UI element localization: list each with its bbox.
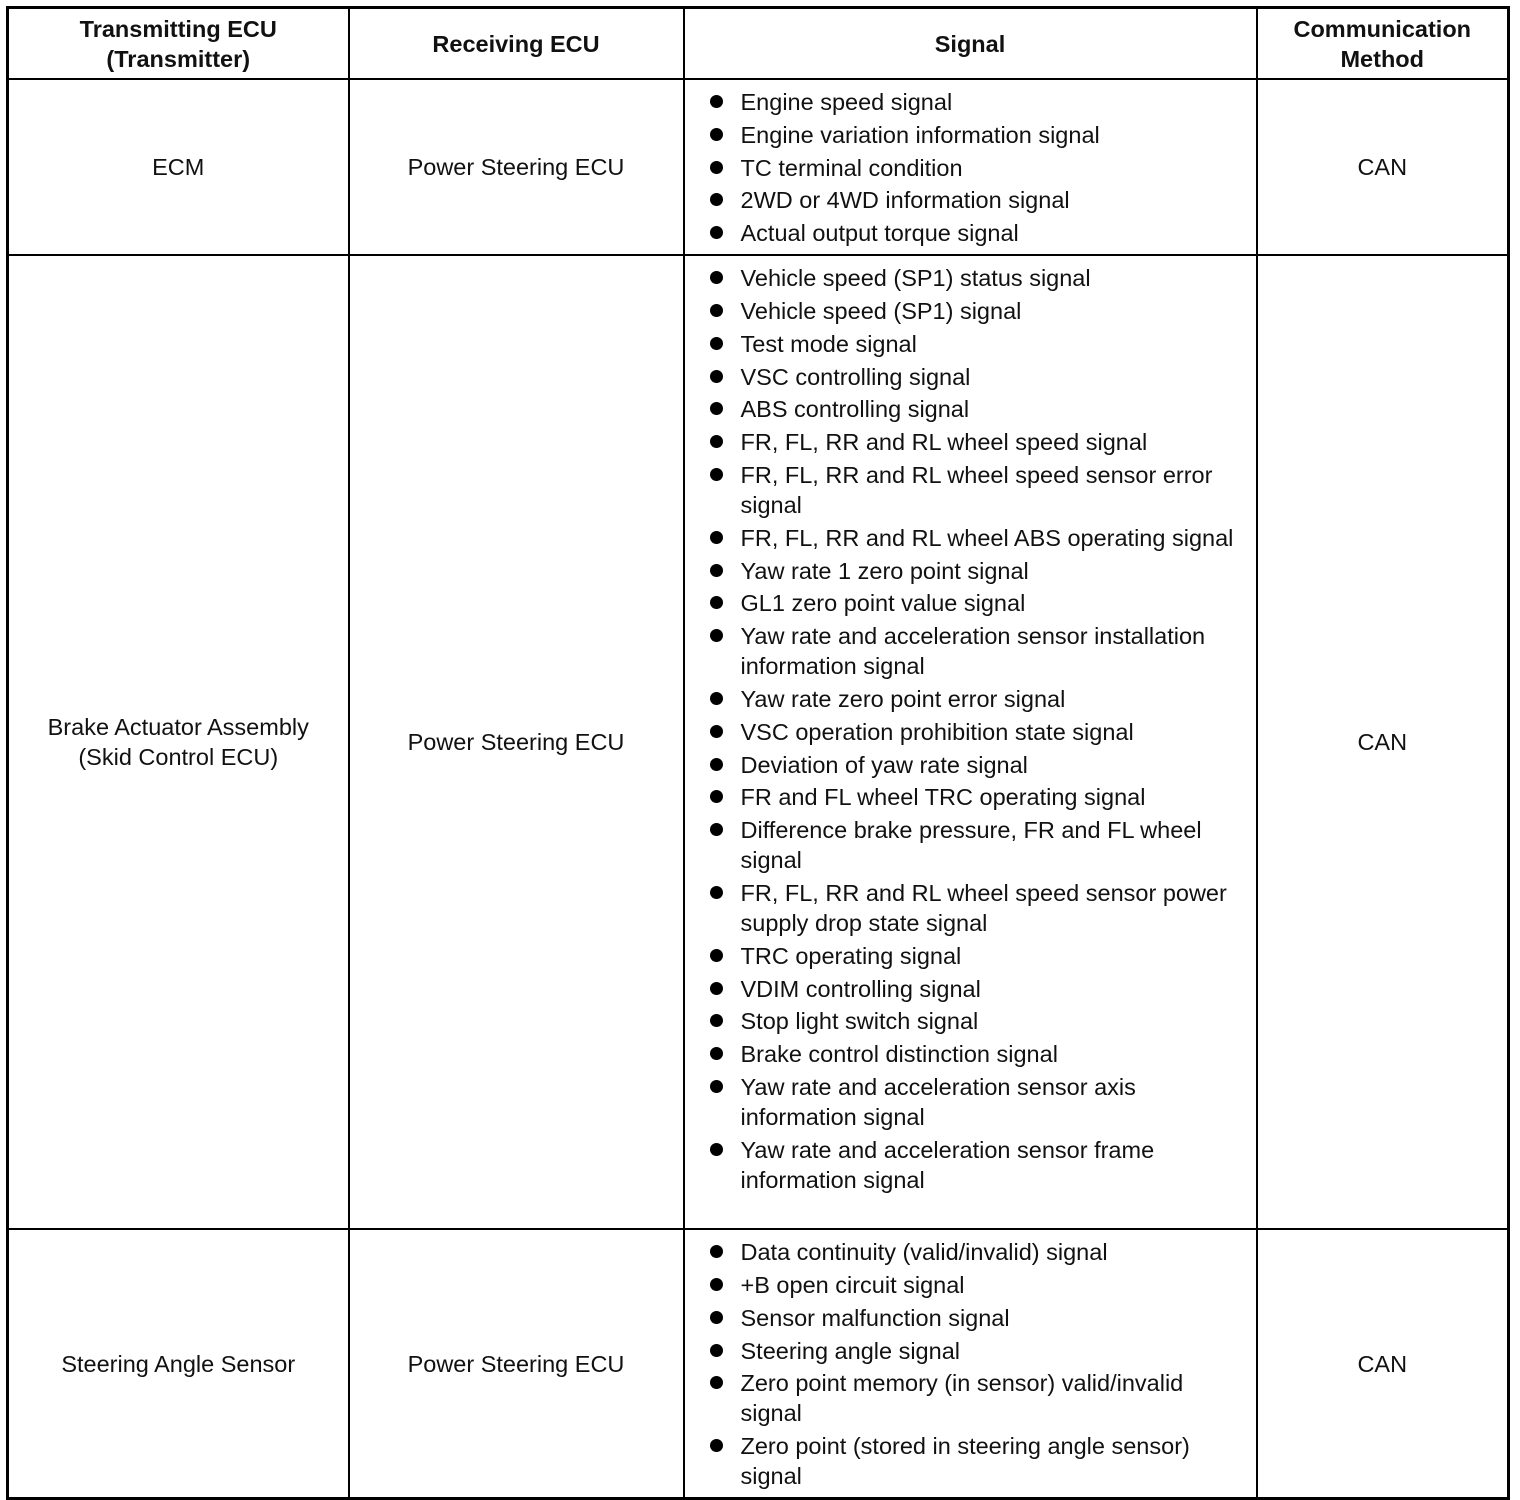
method-cell: CAN [1257,255,1509,1229]
table-row-ecm [8,79,1509,255]
bullet-icon [710,1344,723,1357]
bullet-icon [710,949,723,962]
header-transmitting-ecu-line1: Transmitting ECU [79,15,277,42]
signal-item [709,621,1242,681]
signal-item [709,153,1242,183]
signal-item [709,1368,1242,1428]
table-row-brake-actuator [8,255,1509,1229]
signal-item [709,815,1242,875]
bullet-icon [710,226,723,239]
signal-text: Yaw rate and acceleration sensor axis information signal [740,1073,1136,1130]
signal-item [709,750,1242,780]
signal-item [709,1072,1242,1132]
signal-text: 2WD or 4WD information signal [740,187,1070,214]
signal-text: Yaw rate and acceleration sensor frame information signal [740,1136,1155,1193]
signal-text: VSC operation prohibition state signal [740,718,1134,745]
signal-item [709,717,1242,747]
method-cell: CAN [1257,79,1509,255]
signal-item [709,684,1242,714]
signal-item [709,120,1242,150]
signal-item [709,296,1242,326]
bullet-icon [710,1311,723,1324]
bullet-icon [710,468,723,481]
signal-text: Sensor malfunction signal [740,1304,1010,1331]
signal-text: TRC operating signal [740,942,962,969]
header-transmitting-ecu [8,8,349,80]
ecu-communication-table [6,6,1510,1500]
signal-item [709,974,1242,1004]
signal-list [709,1237,1242,1491]
bullet-icon [710,758,723,771]
bullet-icon [710,1278,723,1291]
signal-text: Zero point (stored in steering angle sensor) signal [740,1433,1190,1490]
signal-item [709,394,1242,424]
signal-item [709,588,1242,618]
signal-item [709,218,1242,248]
signal-text: Deviation of yaw rate signal [740,751,1028,778]
signal-item [709,427,1242,457]
signal-item [709,1270,1242,1300]
bullet-icon [710,1245,723,1258]
header-communication-method-line1: Communication [1293,15,1472,42]
signal-text: FR and FL wheel TRC operating signal [740,784,1146,811]
signal-text: TC terminal condition [740,154,963,181]
signal-text: Engine variation information signal [740,121,1100,148]
bullet-icon [710,1047,723,1060]
signal-text: Steering angle signal [740,1337,960,1364]
bullet-icon [710,435,723,448]
signal-item [709,1237,1242,1267]
signal-text: Test mode signal [740,330,917,357]
bullet-icon [710,128,723,141]
bullet-icon [710,692,723,705]
transmitter-line1: Brake Actuator Assembly [47,714,309,741]
bullet-icon [710,886,723,899]
signal-item [709,329,1242,359]
signal-cell [684,255,1257,1229]
signal-item [709,556,1242,586]
signal-item [709,1336,1242,1366]
bullet-icon [710,337,723,350]
communication-table-container [6,6,1507,1500]
signal-text: Data continuity (valid/invalid) signal [740,1239,1108,1266]
bullet-icon [710,271,723,284]
bullet-icon [710,564,723,577]
header-receiving-ecu: Receiving ECU [349,8,684,80]
receiver-cell: Power Steering ECU [349,79,684,255]
signal-text: Vehicle speed (SP1) signal [740,297,1022,324]
signal-text: FR, FL, RR and RL wheel speed sensor error signal [740,461,1213,518]
transmitter-cell: Steering Angle Sensor [8,1229,349,1498]
bullet-icon [710,1439,723,1452]
bullet-icon [710,790,723,803]
header-transmitting-ecu-line2: (Transmitter) [106,45,251,72]
header-communication-method-line2: Method [1340,45,1425,72]
bullet-icon [710,1014,723,1027]
signal-text: FR, FL, RR and RL wheel speed signal [740,429,1148,456]
signal-text: Difference brake pressure, FR and FL wheel signal [740,817,1202,874]
receiver-cell: Power Steering ECU [349,255,684,1229]
bullet-icon [710,370,723,383]
signal-cell [684,79,1257,255]
transmitter-cell: ECM [8,79,349,255]
signal-item [709,523,1242,553]
header-communication-method [1257,8,1509,80]
signal-text: +B open circuit signal [740,1271,965,1298]
bullet-icon [710,161,723,174]
header-signal: Signal [684,8,1257,80]
signal-item [709,878,1242,938]
signal-text: Zero point memory (in sensor) valid/invalid signal [740,1370,1184,1427]
signal-text: GL1 zero point value signal [740,590,1026,617]
receiver-cell: Power Steering ECU [349,1229,684,1498]
bullet-icon [710,1143,723,1156]
bullet-icon [710,596,723,609]
signal-item [709,1303,1242,1333]
bullet-icon [710,725,723,738]
signal-item [709,263,1242,293]
signal-cell [684,1229,1257,1498]
signal-item [709,1431,1242,1491]
bullet-icon [710,531,723,544]
bullet-icon [710,1080,723,1093]
signal-text: Stop light switch signal [740,1008,979,1035]
signal-text: ABS controlling signal [740,396,970,423]
signal-text: VDIM controlling signal [740,975,981,1002]
bullet-icon [710,982,723,995]
bullet-icon [710,402,723,415]
method-cell: CAN [1257,1229,1509,1498]
bullet-icon [710,95,723,108]
signal-text: Yaw rate and acceleration sensor installation information signal [740,623,1206,680]
signal-text: Brake control distinction signal [740,1041,1058,1068]
signal-item [709,782,1242,812]
signal-item [709,460,1242,520]
signal-item [709,87,1242,117]
signal-text: Yaw rate 1 zero point signal [740,557,1029,584]
signal-item [709,362,1242,392]
signal-text: Vehicle speed (SP1) status signal [740,265,1091,292]
transmitter-line2: (Skid Control ECU) [78,744,279,771]
bullet-icon [710,304,723,317]
header-row [8,8,1509,80]
signal-item [709,185,1242,215]
table-row-steering-angle-sensor [8,1229,1509,1498]
signal-list [709,87,1242,248]
bullet-icon [710,629,723,642]
signal-text: FR, FL, RR and RL wheel ABS operating signal [740,524,1234,551]
bullet-icon [710,193,723,206]
signal-text: Actual output torque signal [740,220,1019,247]
signal-text: VSC controlling signal [740,363,971,390]
transmitter-cell [8,255,349,1229]
signal-item [709,1006,1242,1036]
signal-text: Yaw rate zero point error signal [740,685,1066,712]
signal-item [709,1039,1242,1069]
bullet-icon [710,823,723,836]
signal-text: Engine speed signal [740,89,953,115]
signal-text: FR, FL, RR and RL wheel speed sensor power supply drop state signal [740,879,1227,936]
signal-item [709,1135,1242,1195]
signal-item [709,941,1242,971]
bullet-icon [710,1376,723,1389]
signal-list [709,263,1242,1195]
